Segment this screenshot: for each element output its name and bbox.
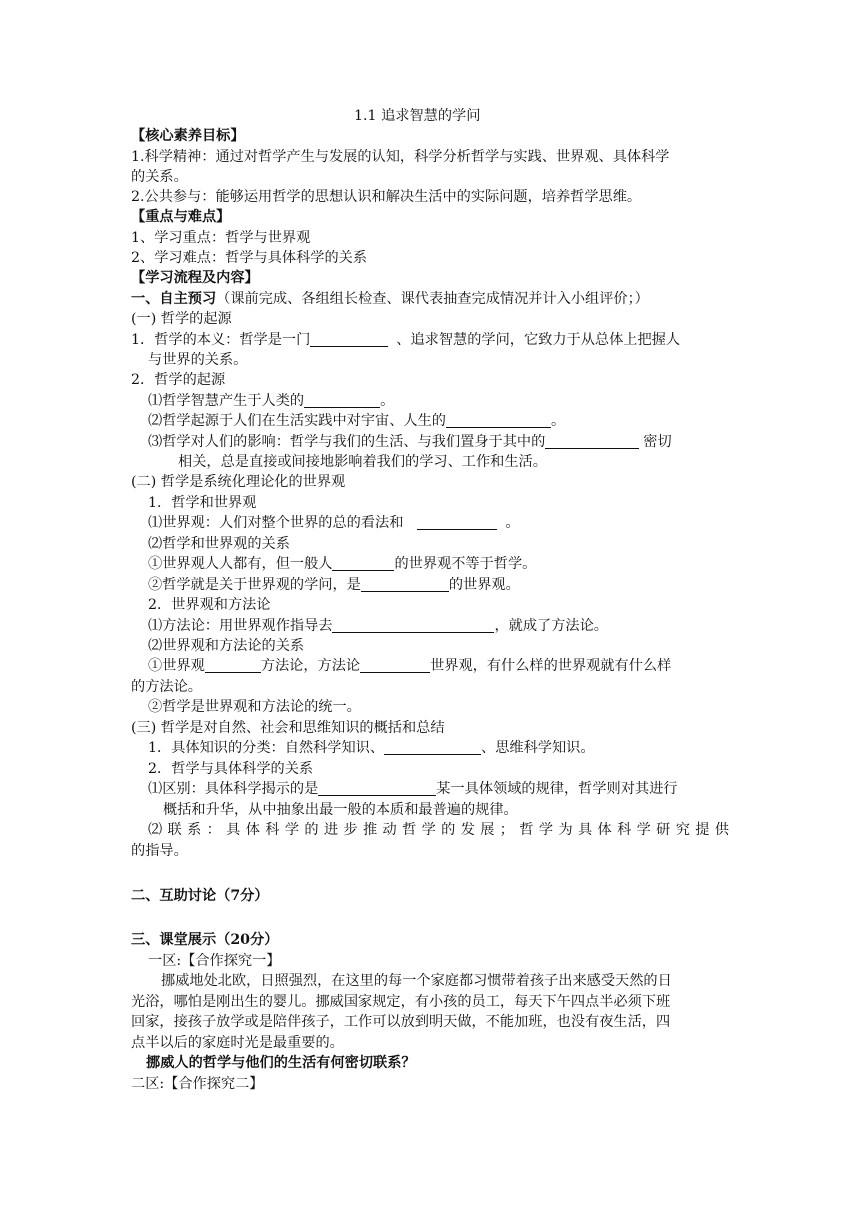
case-paragraph-line-1: 挪威地处北欧，日照强烈，在这里的每一个家庭都习惯带着孩子出来感受天然的日 (161, 973, 672, 989)
case-paragraph-line-2: 光浴，哪怕是刚出生的婴儿。挪威国家规定，有小孩的员工，每天下午四点半必须下班 (131, 994, 671, 1010)
item-3-1 (148, 738, 595, 758)
item-2-2-1-text: ⑴方法论：用世界观作指导去 (148, 618, 333, 634)
item-2-2-2a (148, 656, 671, 676)
item-2-2-1-end: ，就成了方法论。 (494, 618, 608, 634)
fill-blank[interactable] (446, 413, 551, 428)
presentation-heading: 三、课堂展示（20分） (131, 932, 279, 948)
key-heading: 【重点与难点】 (131, 209, 231, 225)
item-1-2-2 (148, 411, 565, 431)
item-2-1-1-end: 。 (505, 515, 520, 531)
section-3-heading: (三) 哲学是对自然、社会和思维知识的概括和总结 (131, 720, 445, 736)
item-2-2-2a-cont: 的方法论。 (131, 679, 202, 695)
item-1-2-1 (148, 391, 394, 411)
item-2-1: 1．哲学和世界观 (148, 495, 257, 511)
fill-blank[interactable] (205, 658, 261, 673)
fill-blank[interactable] (304, 393, 380, 408)
key-point-1: 1、学习重点：哲学与世界观 (131, 230, 311, 246)
goal-1-line-a: 1.科学精神：通过对哲学产生与发展的认知，科学分析哲学与实践、世界观、具体科学 (131, 149, 670, 165)
item-3-2-2: ⑵联系：具体科学的进步推动哲学的发展；哲学为具体科学研究提供 (148, 822, 729, 838)
item-3-2-2-cont: 的指导。 (131, 843, 188, 859)
fill-blank[interactable] (360, 658, 430, 673)
area-1-label: 一区:【合作探究一】 (148, 953, 281, 969)
item-2-1-2a-text: ①世界观人人都有，但一般人 (148, 556, 333, 572)
item-1-2-2-text: ⑵哲学起源于人们在生活实践中对宇宙、人生的 (148, 413, 446, 429)
fill-blank[interactable] (545, 434, 639, 449)
section-1-heading: (一) 哲学的起源 (131, 311, 232, 327)
item-2-1-2: ⑵哲学和世界观的关系 (148, 536, 290, 552)
item-1-1-text-end: 、追求智慧的学问，它致力于从总体上把握人 (396, 332, 681, 348)
item-1-2-3-text: ⑶哲学对人们的影响：哲学与我们的生活、与我们置身于其中的 (148, 434, 546, 450)
item-3-1-text: 1．具体知识的分类：自然科学知识、 (148, 740, 385, 756)
item-2-1-2b-end: 的世界观。 (448, 577, 520, 593)
item-2-2-1 (148, 616, 608, 636)
goal-2: 2.公共参与：能够运用哲学的思想认识和解决生活中的实际问题，培养哲学思维。 (131, 189, 642, 205)
area-2-label: 二区:【合作探究二】 (131, 1076, 264, 1092)
case-paragraph-line-3: 回家，接孩子放学或是陪伴孩子，工作可以放到明天做，不能加班，也没有夜生活，四 (131, 1014, 671, 1030)
item-2-2-2b: ②哲学是世界观和方法论的统一。 (148, 699, 361, 715)
fill-blank[interactable] (417, 515, 497, 530)
item-3-2: 2．哲学与具体科学的关系 (148, 761, 314, 777)
goal-1-line-b: 的关系。 (131, 169, 188, 185)
item-2-1-2a (148, 554, 536, 574)
preview-line (131, 289, 649, 309)
flow-heading: 【学习流程及内容】 (131, 270, 259, 286)
item-2-2-2a-end: 世界观，有什么样的世界观就有什么样 (430, 658, 672, 674)
item-1-1-text: 1．哲学的本义：哲学是一门 (131, 332, 311, 348)
item-3-2-1-cont: 概括和升华，从中抽象出最一般的本质和最普遍的规律。 (163, 802, 518, 818)
case-paragraph-line-4: 点半以后的家庭时光是最重要的。 (131, 1035, 344, 1051)
item-2-2-2a-text: ①世界观 (148, 658, 205, 674)
item-1-1-cont: 与世界的关系。 (148, 352, 248, 368)
item-3-2-1-end: 某一具体领域的规律，哲学则对其进行 (436, 781, 678, 797)
item-2-2-2a-mid: 方法论，方法论 (260, 658, 361, 674)
fill-blank[interactable] (318, 781, 436, 796)
fill-blank[interactable] (384, 740, 481, 755)
fill-blank[interactable] (310, 332, 388, 347)
preview-heading: 一、自主预习 (131, 291, 217, 307)
discussion-heading: 二、互助讨论（7分） (131, 888, 269, 904)
fill-blank[interactable] (332, 618, 494, 633)
item-2-1-2a-end: 的世界观不等于哲学。 (394, 556, 537, 572)
item-2-1-2b-text: ②哲学就是关于世界观的学问，是 (148, 577, 361, 593)
item-1-2-3 (148, 432, 672, 452)
item-1-2-3-end: 密切 (643, 434, 672, 450)
item-1-1 (131, 330, 680, 350)
page-title: 1.1 追求智慧的学问 (354, 108, 481, 124)
item-1-2-1-text: ⑴哲学智慧产生于人类的 (148, 393, 305, 409)
fill-blank[interactable] (361, 577, 449, 592)
key-point-2: 2、学习难点：哲学与具体科学的关系 (131, 250, 368, 266)
item-1-2-1-end: 。 (380, 393, 395, 409)
item-1-2-2-end: 。 (550, 413, 566, 429)
goals-heading: 【核心素养目标】 (131, 128, 245, 144)
item-2-2-2: ⑵世界观和方法论的关系 (148, 638, 305, 654)
item-2-2: 2．世界观和方法论 (148, 597, 271, 613)
item-2-1-1-text: ⑴世界观：人们对整个世界的总的看法和 (148, 515, 404, 531)
item-3-2-1 (148, 779, 677, 799)
section-2-heading: (二) 哲学是系统化理论化的世界观 (131, 474, 346, 490)
item-2-1-1 (148, 513, 520, 533)
item-2-1-2b (148, 575, 520, 595)
item-1-2: 2．哲学的起源 (131, 372, 226, 388)
item-3-1-end: 、思维科学知识。 (481, 740, 595, 756)
item-3-2-1-text: ⑴区别：具体科学揭示的是 (148, 781, 319, 797)
case-question: 挪威人的哲学与他们的生活有何密切联系？ (146, 1055, 416, 1071)
preview-note: （课前完成、各组组长检查、课代表抽查完成情况并计入小组评价；） (216, 291, 649, 307)
fill-blank[interactable] (332, 556, 394, 571)
item-1-2-3-cont: 相关，总是直接或间接地影响着我们的学习、工作和生活。 (178, 454, 547, 470)
